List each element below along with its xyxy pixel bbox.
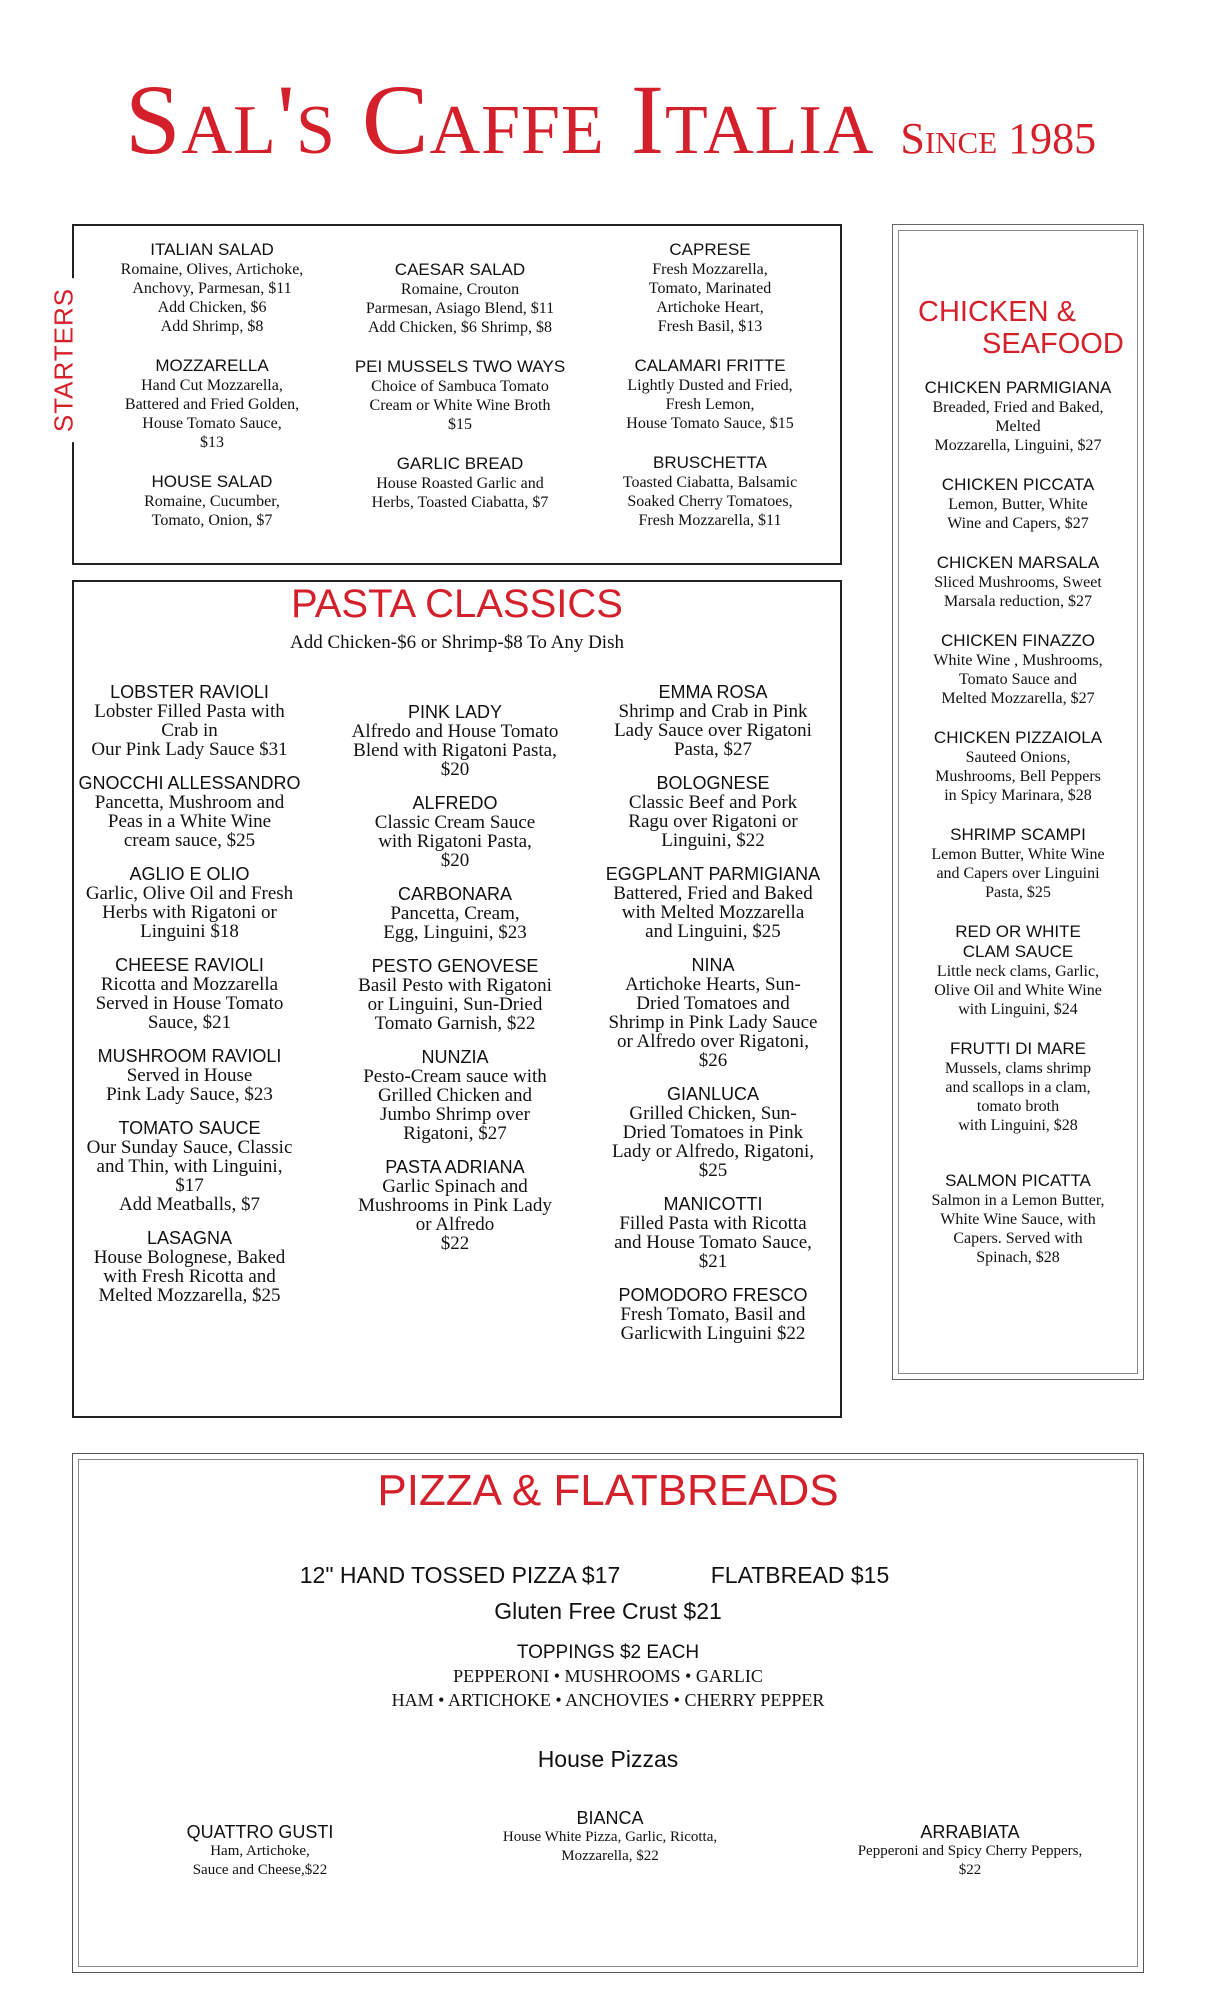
menu-item	[902, 728, 1134, 805]
item-desc: Classic Cream Sauce with Rigatoni Pasta, $20	[374, 812, 536, 871]
item-name: RED OR WHITE CLAM SAUCE	[955, 922, 1081, 961]
starters-label: STARTERS	[44, 260, 84, 460]
item-desc: Garlic Spinach and Mushrooms in Pink Lady or Alfredo $22	[358, 1176, 552, 1254]
chicken-title-line2: SEAFOOD	[982, 328, 1124, 360]
item-desc: Pepperoni and Spicy Cherry Peppers, $22	[857, 1843, 1083, 1878]
menu-item	[330, 884, 580, 942]
menu-item	[902, 475, 1134, 533]
starters-col-1	[92, 240, 332, 550]
chicken-seafood-col	[902, 378, 1134, 1287]
item-name: NINA	[691, 955, 735, 975]
item-desc: Ham, Artichoke, Sauce and Cheese,$22	[192, 1843, 328, 1878]
item-desc: White Wine , Mushrooms, Tomato Sauce and Melted Mozzarella, $27	[933, 652, 1103, 707]
house-pizzas-heading: House Pizzas	[537, 1746, 679, 1772]
item-desc: Lemon Butter, White Wine and Capers over Linguini Pasta, $25	[931, 846, 1105, 901]
pizza-title: PIZZA & FLATBREADS	[377, 1466, 839, 1515]
item-name: ITALIAN SALAD	[150, 240, 274, 259]
menu-item	[72, 864, 307, 941]
menu-item	[330, 1157, 580, 1253]
item-name: MOZZARELLA	[155, 356, 269, 375]
item-desc: Garlic, Olive Oil and Fresh Herbs with Rigatoni or Linguini $18	[85, 883, 294, 942]
menu-item	[902, 922, 1134, 1019]
menu-item	[902, 631, 1134, 708]
item-desc: Alfredo and House Tomato Blend with Rigatoni Pasta, $20	[351, 721, 559, 780]
item-desc: Hand Cut Mozzarella, Battered and Fried Golden, House Tomato Sauce, $13	[124, 377, 300, 451]
item-name: CHICKEN FINAZZO	[941, 631, 1095, 650]
item-desc: Breaded, Fried and Baked, Melted Mozzarella, Linguini, $27	[932, 399, 1104, 454]
item-name: CHICKEN PICCATA	[941, 475, 1095, 494]
menu-item	[330, 702, 580, 779]
menu-item	[588, 864, 838, 941]
menu-item	[588, 773, 838, 850]
menu-item	[902, 1171, 1134, 1267]
item-name: GIANLUCA	[666, 1084, 760, 1104]
item-name: MUSHROOM RAVIOLI	[97, 1046, 282, 1066]
pasta-col-1	[72, 682, 307, 1319]
item-name: MANICOTTI	[663, 1194, 763, 1214]
item-name: LOBSTER RAVIOLI	[110, 682, 269, 702]
menu-item	[588, 1285, 838, 1343]
item-desc: Classic Beef and Pork Ragu over Rigatoni or Linguini, $22	[628, 792, 798, 851]
menu-item	[902, 1039, 1134, 1135]
item-name: NUNZIA	[421, 1047, 489, 1067]
item-name: PINK LADY	[407, 702, 503, 722]
item-desc: Lobster Filled Pasta with Crab in Our Pink Lady Sauce $31	[91, 701, 288, 760]
item-name: CHEESE RAVIOLI	[115, 955, 264, 975]
toppings-title: TOPPINGS $2 EACH	[516, 1642, 700, 1663]
menu-item	[588, 1084, 838, 1180]
item-desc: House Roasted Garlic and Herbs, Toasted Ciabatta, $7	[371, 475, 549, 511]
item-name: HOUSE SALAD	[151, 472, 273, 491]
item-name: EMMA ROSA	[658, 682, 768, 702]
item-name: GNOCCHI ALLESSANDRO	[78, 773, 301, 793]
item-desc: Choice of Sambuca Tomato Cream or White Wine Broth $15	[369, 378, 551, 433]
pasta-title: PASTA CLASSICS	[291, 582, 623, 626]
starters-col-3	[590, 240, 830, 550]
menu-item	[72, 1046, 307, 1104]
item-name: CAPRESE	[669, 240, 751, 259]
item-name: EGGPLANT PARMIGIANA	[605, 864, 821, 884]
chicken-seafood-title	[918, 296, 1124, 360]
menu-item	[72, 682, 307, 759]
item-name: BRUSCHETTA	[653, 453, 767, 472]
item-name: POMODORO FRESCO	[618, 1285, 808, 1305]
menu-item	[588, 682, 838, 759]
item-name: CAESAR SALAD	[394, 260, 526, 279]
item-desc: Basil Pesto with Rigatoni or Linguini, Sun-Dried Tomato Garnish, $22	[358, 975, 552, 1034]
item-name: CARBONARA	[397, 884, 513, 904]
item-name: BIANCA	[576, 1808, 644, 1828]
item-name: PEI MUSSELS TWO WAYS	[354, 357, 566, 376]
item-name: SHRIMP SCAMPI	[950, 825, 1086, 844]
item-name: PASTA ADRIANA	[385, 1157, 525, 1177]
item-desc: Sauteed Onions, Mushrooms, Bell Peppers in Spicy Marinara, $28	[935, 749, 1101, 804]
item-name: CHICKEN PARMIGIANA	[924, 378, 1112, 397]
item-name: CHICKEN MARSALA	[936, 553, 1100, 572]
menu-item	[902, 825, 1134, 902]
item-name: AGLIO E OLIO	[129, 864, 250, 884]
menu-item	[92, 356, 332, 452]
flatbread-price: FLATBREAD $15	[710, 1562, 890, 1588]
restaurant-name: Sal's Caffe Italia	[125, 64, 875, 175]
toppings-line-2: HAM • ARTICHOKE • ANCHOVIES • CHERRY PEPPER	[391, 1690, 825, 1710]
item-name: ARRABIATA	[920, 1822, 1020, 1842]
item-name: FRUTTI DI MARE	[950, 1039, 1086, 1058]
menu-item	[330, 1047, 580, 1143]
item-name: GARLIC BREAD	[396, 454, 524, 473]
item-desc: Mussels, clams shrimp and scallops in a clam, tomato broth with Linguini, $28	[944, 1060, 1092, 1134]
item-desc: Battered, Fried and Baked with Melted Mozzarella and Linguini, $25	[613, 883, 813, 942]
item-desc: Pancetta, Cream, Egg, Linguini, $23	[383, 903, 527, 943]
menu-item	[92, 472, 332, 530]
menu-item	[590, 453, 830, 530]
item-desc: Our Sunday Sauce, Classic and Thin, with Linguini, $17 Add Meatballs, $7	[86, 1137, 293, 1215]
item-desc: Grilled Chicken, Sun- Dried Tomatoes in Pink Lady or Alfredo, Rigatoni, $25	[611, 1103, 815, 1181]
pizza-item-bianca	[460, 1808, 760, 1866]
menu-item	[902, 553, 1134, 611]
menu-item	[72, 955, 307, 1032]
menu-item	[72, 1118, 307, 1214]
pasta-subtitle: Add Chicken-$6 or Shrimp-$8 To Any Dish	[290, 632, 624, 653]
item-desc: House White Pizza, Garlic, Ricotta, Mozzarella, $22	[502, 1829, 718, 1864]
pizza-item-arrabiata	[820, 1822, 1120, 1880]
menu-item	[588, 955, 838, 1070]
menu-item	[588, 1194, 838, 1271]
menu-header	[125, 64, 1214, 175]
item-name: ALFREDO	[412, 793, 498, 813]
item-desc: Filled Pasta with Ricotta and House Tomato Sauce, $21	[614, 1213, 812, 1272]
item-desc: Lemon, Butter, White Wine and Capers, $27	[947, 496, 1089, 532]
hand-tossed-price: 12" HAND TOSSED PIZZA $17	[299, 1562, 621, 1588]
menu-item	[72, 773, 307, 850]
menu-item	[340, 454, 580, 512]
item-desc: Pancetta, Mushroom and Peas in a White Wine cream sauce, $25	[94, 792, 285, 851]
item-desc: Toasted Ciabatta, Balsamic Soaked Cherry Tomatoes, Fresh Mozzarella, $11	[622, 474, 798, 529]
item-name: CALAMARI FRITTE	[634, 356, 786, 375]
item-name: CHICKEN PIZZAIOLA	[933, 728, 1103, 747]
item-desc: Served in House Pink Lady Sauce, $23	[106, 1065, 273, 1105]
item-desc: Lightly Dusted and Fried, Fresh Lemon, House Tomato Sauce, $15	[626, 377, 794, 432]
item-name: SALMON PICATTA	[945, 1171, 1091, 1190]
chicken-title-line1: CHICKEN &	[918, 296, 1076, 328]
menu-item	[590, 356, 830, 433]
item-desc: House Bolognese, Baked with Fresh Ricotta and Melted Mozzarella, $25	[93, 1247, 286, 1306]
item-desc: Fresh Tomato, Basil and Garlicwith Linguini $22	[620, 1304, 806, 1344]
item-name: QUATTRO GUSTI	[186, 1822, 334, 1842]
gluten-free-price: Gluten Free Crust $21	[494, 1598, 722, 1624]
item-desc: Pesto-Cream sauce with Grilled Chicken and Jumbo Shrimp over Rigatoni, $27	[363, 1066, 547, 1144]
pasta-col-2	[330, 702, 580, 1267]
item-desc: Salmon in a Lemon Butter, White Wine Sauce, with Capers. Served with Spinach, $28	[931, 1192, 1105, 1266]
pizza-inner-border	[78, 1459, 1138, 1967]
item-name: TOMATO SAUCE	[118, 1118, 261, 1138]
item-name: PESTO GENOVESE	[371, 956, 539, 976]
item-name: LASAGNA	[146, 1228, 233, 1248]
item-desc: Romaine, Olives, Artichoke, Anchovy, Parmesan, $11 Add Chicken, $6 Add Shrimp, $8	[120, 261, 304, 335]
menu-item	[340, 357, 580, 434]
menu-item	[902, 378, 1134, 455]
menu-item	[92, 240, 332, 336]
item-desc: Romaine, Cucumber, Tomato, Onion, $7	[144, 493, 280, 529]
item-name: BOLOGNESE	[656, 773, 770, 793]
item-desc: Sliced Mushrooms, Sweet Marsala reduction, $27	[934, 574, 1102, 610]
item-desc: Artichoke Hearts, Sun- Dried Tomatoes and Shrimp in Pink Lady Sauce or Alfredo over Rigatoni, $26	[608, 974, 818, 1071]
starters-col-2	[340, 260, 580, 532]
menu-item	[340, 260, 580, 337]
since-tagline: Since 1985	[900, 114, 1097, 163]
toppings-line-1: PEPPERONI • MUSHROOMS • GARLIC	[453, 1666, 763, 1686]
pizza-item-quattro-gusti	[140, 1822, 380, 1880]
item-desc: Fresh Mozzarella, Tomato, Marinated Artichoke Heart, Fresh Basil, $13	[648, 261, 772, 335]
menu-item	[72, 1228, 307, 1305]
menu-item	[590, 240, 830, 336]
item-desc: Shrimp and Crab in Pink Lady Sauce over Rigatoni Pasta, $27	[614, 701, 812, 760]
menu-item	[330, 956, 580, 1033]
pasta-col-3	[588, 682, 838, 1357]
item-desc: Ricotta and Mozzarella Served in House Tomato Sauce, $21	[95, 974, 284, 1033]
item-desc: Romaine, Crouton Parmesan, Asiago Blend, $11 Add Chicken, $6 Shrimp, $8	[365, 281, 555, 336]
item-desc: Little neck clams, Garlic, Olive Oil and White Wine with Linguini, $24	[934, 963, 1102, 1018]
menu-item	[330, 793, 580, 870]
